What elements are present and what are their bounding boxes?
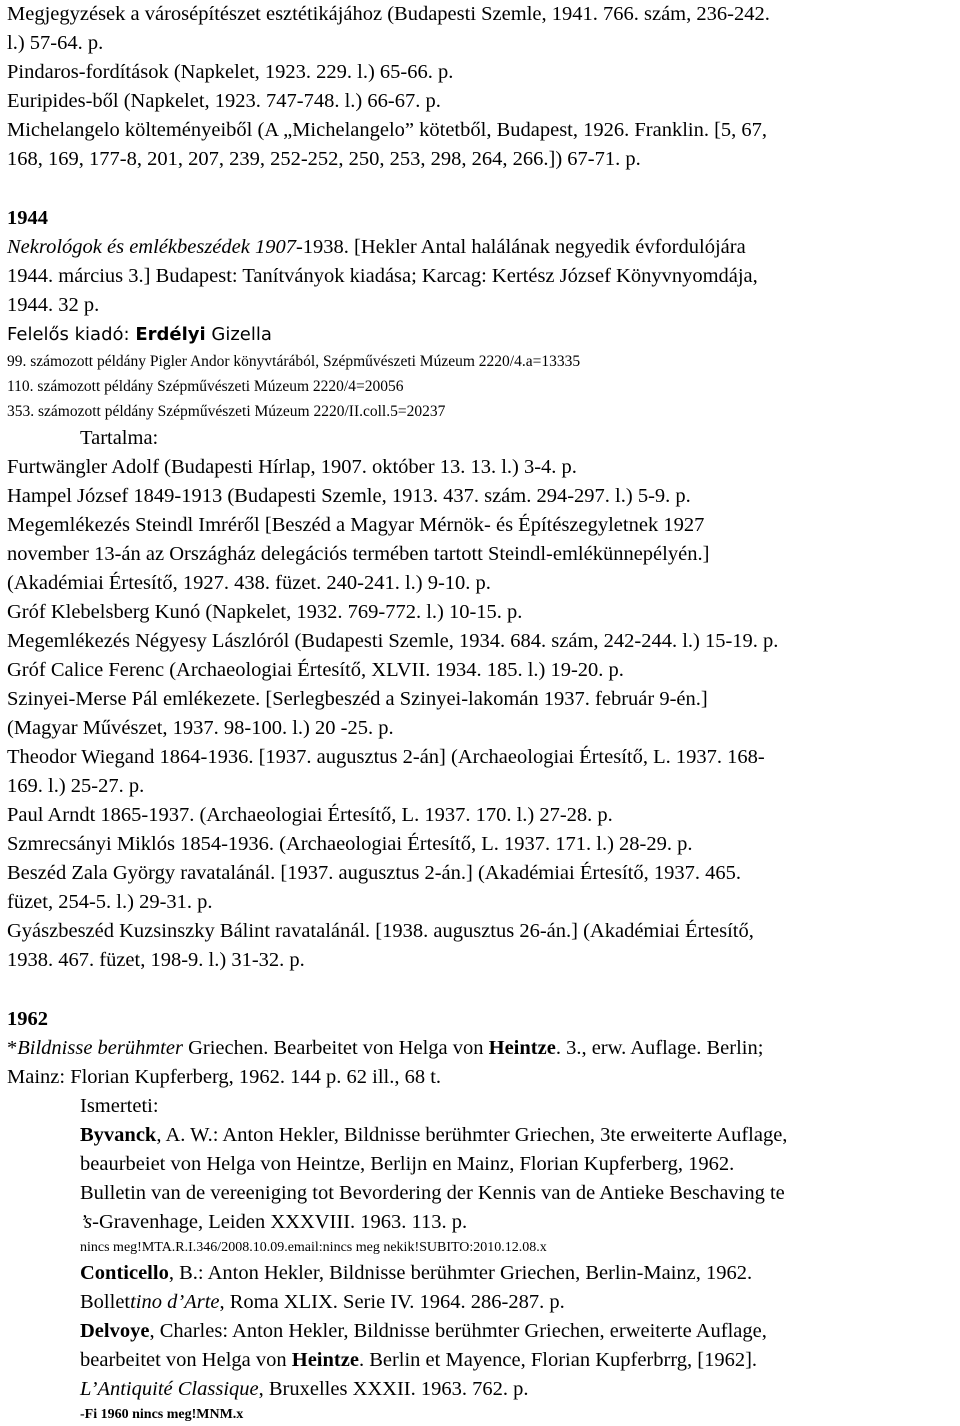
review-line: Bulletin van de vereeniging tot Bevordering der Kennis van de Antieke Beschaving te [80, 1182, 785, 1204]
review-italic: L’Antiquité Classique [80, 1378, 259, 1400]
review-line [7, 1288, 957, 1317]
contents-line: Hampel József 1849-1913 (Budapesti Szemle, 1913. 437. szám. 294-297. l.) 5-9. p. [7, 485, 691, 507]
contents-line: november 13-án az Országház delegációs termében tartott Steindl-emlékünnepélyén.] [7, 543, 710, 565]
section-1944 [7, 204, 957, 975]
entry-line: l.) 57-64. p. [7, 32, 104, 54]
contents-line: Gyászbeszéd Kuzsinszky Bálint ravatalánál. [1938. augusztus 26-án.] (Akadémiai Értesítő, [7, 920, 754, 942]
review-text: , A. W.: Anton Hekler, Bildnisse berühmter Griechen, 3te erweiterte Auflage, [156, 1124, 788, 1146]
review-line [7, 1346, 957, 1375]
year-heading-1944: 1944 [7, 207, 48, 229]
contents-line: Szinyei-Merse Pál emlékezete. [Serlegbeszéd a Szinyei-lakomán 1937. február 9-én.] [7, 688, 708, 710]
review-conticello [7, 1259, 957, 1288]
reviewer-name: Conticello [80, 1262, 169, 1284]
contents-line: 1938. 467. füzet, 198-9. l.) 31-32. p. [7, 949, 305, 971]
contents-line: füzet, 254-5. l.) 29-31. p. [7, 891, 213, 913]
contents-line: Theodor Wiegand 1864-1936. [1937. augusztus 2-án] (Archaeologiai Értesítő, L. 1937. 168- [7, 746, 765, 768]
contents-line: Paul Arndt 1865-1937. (Archaeologiai Értesítő, L. 1937. 170. l.) 27-28. p. [7, 804, 613, 826]
book-title-italic: Nekrológok és emlékbeszédek 1907 [7, 236, 296, 258]
book-title-italic: Bildnisse berühmter [17, 1037, 183, 1059]
spacer [7, 174, 957, 204]
review-text: , B.: Anton Hekler, Bildnisse berühmter Griechen, Berlin-Mainz, 1962. [168, 1262, 753, 1284]
reviewer-name: Delvoye [80, 1320, 150, 1342]
publisher-line [7, 320, 957, 349]
review-text: , Charles: Anton Hekler, Bildnisse berühmter Griechen, erweiterte Auflage, [149, 1320, 767, 1342]
publisher-prefix: Felelős kiadó: [7, 324, 136, 345]
book-entry-line: Mainz: Florian Kupferberg, 1962. 144 p. 62 ill., 68 t. [7, 1066, 442, 1088]
spacer [7, 975, 957, 1005]
book-title-rest: Griechen. Bearbeitet von Helga von [182, 1037, 489, 1059]
year-heading-1962: 1962 [7, 1008, 48, 1030]
contents-line: (Akadémiai Értesítő, 1927. 438. füzet. 240-241. l.) 9-10. p. [7, 572, 491, 594]
contents-line: Furtwängler Adolf (Budapesti Hírlap, 1907. október 13. 13. l.) 3-4. p. [7, 456, 577, 478]
publisher-given-name: Gizella [205, 324, 272, 345]
entry-line: 168, 169, 177-8, 201, 207, 239, 252-252, 250, 253, 298, 264, 266.]) 67-71. p. [7, 148, 641, 170]
review-text: bearbeitet von Helga von [80, 1349, 292, 1371]
entry-line: Pindaros-fordítások (Napkelet, 1923. 229. l.) 65-66. p. [7, 61, 454, 83]
contents-line: Szmrecsányi Miklós 1854-1936. (Archaeologiai Értesítő, L. 1937. 171. l.) 28-29. p. [7, 833, 693, 855]
contents-line: (Magyar Művészet, 1937. 98-100. l.) 20 -25. p. [7, 717, 394, 739]
edition-info: . 3., erw. Auflage. Berlin; [555, 1037, 764, 1059]
contents-line: Megemlékezés Steindl Imréről [Beszéd a Magyar Mérnök- és Építészegyletnek 1927 [7, 514, 705, 536]
editor-name: Heintze [291, 1349, 359, 1371]
reviews-label: Ismerteti: [80, 1095, 159, 1117]
entry-line: Megjegyzések a városépítészet esztétikájához (Budapesti Szemle, 1941. 766. szám, 236-242. [7, 3, 770, 25]
book-title-line [7, 233, 957, 262]
review-text: , Roma XLIX. Serie IV. 1964. 286-287. p. [219, 1291, 565, 1313]
publisher-surname: Erdélyi [135, 324, 206, 345]
contents-line: Gróf Klebelsberg Kunó (Napkelet, 1932. 769-772. l.) 10-15. p. [7, 601, 523, 623]
top-entries [7, 0, 957, 174]
review-text: Bollet [80, 1291, 131, 1313]
book-entry-line [7, 1034, 957, 1063]
copy-note: 99. számozott példány Pigler Andor könyvtárából, Szépművészeti Múzeum 2220/4.a=13335 [7, 353, 581, 370]
review-italic: ’s- [80, 1211, 99, 1233]
publication-line: 1944. március 3.] Budapest: Tanítványok kiadása; Karcag: Kertész József Könyvnyomdája, [7, 265, 758, 287]
contents-line: 169. l.) 25-27. p. [7, 775, 145, 797]
review-line [7, 1208, 957, 1237]
editor-name: Heintze [488, 1037, 556, 1059]
publication-line: 1944. 32 p. [7, 294, 100, 316]
review-line: beaurbeiet von Helga von Heintze, Berlijn en Mainz, Florian Kupferberg, 1962. [80, 1153, 735, 1175]
contents-line: Beszéd Zala György ravatalánál. [1937. augusztus 2-án.] (Akadémiai Értesítő, 1937. 465. [7, 862, 741, 884]
review-line [7, 1375, 957, 1404]
document-page [7, 0, 957, 1426]
review-italic: tino d’Arte [130, 1291, 220, 1313]
review-text: Gravenhage, Leiden XXXVIII. 1963. 113. p. [99, 1211, 468, 1233]
review-delvoye [7, 1317, 957, 1346]
review-byvanck [7, 1121, 957, 1150]
entry-line: Michelangelo költeményeiből (A „Michelangelo” kötetből, Budapest, 1926. Franklin. [5, 67, [7, 119, 768, 141]
contents-line: Megemlékezés Négyesy Lászlóról (Budapesti Szemle, 1934. 684. szám, 242-244. l.) 15-19. p. [7, 630, 779, 652]
final-note: -Fi 1960 nincs meg!MNM.x [80, 1407, 244, 1422]
contents-line: Gróf Calice Ferenc (Archaeologiai Értesítő, XLVII. 1934. 185. l.) 19-20. p. [7, 659, 624, 681]
asterisk-mark: * [7, 1037, 18, 1059]
section-1962 [7, 1005, 957, 1426]
review-text: . Berlin et Mayence, Florian Kupferbrrg, [1962]. [358, 1349, 758, 1371]
review-text: , Bruxelles XXXII. 1963. 762. p. [258, 1378, 529, 1400]
contents-label: Tartalma: [80, 427, 159, 449]
entry-line: Euripides-ből (Napkelet, 1923. 747-748. l.) 66-67. p. [7, 90, 441, 112]
copy-note: 110. számozott példány Szépművészeti Múzeum 2220/4=20056 [7, 378, 404, 395]
book-title-rest: -1938. [Hekler Antal halálának negyedik évfordulójára [295, 236, 746, 258]
copy-note: 353. számozott példány Szépművészeti Múzeum 2220/II.coll.5=20237 [7, 403, 446, 420]
reviewer-name: Byvanck [80, 1124, 157, 1146]
library-note: nincs meg!MTA.R.I.346/2008.10.09.email:nincs meg nekik!SUBITO:2010.12.08.x [80, 1240, 547, 1255]
